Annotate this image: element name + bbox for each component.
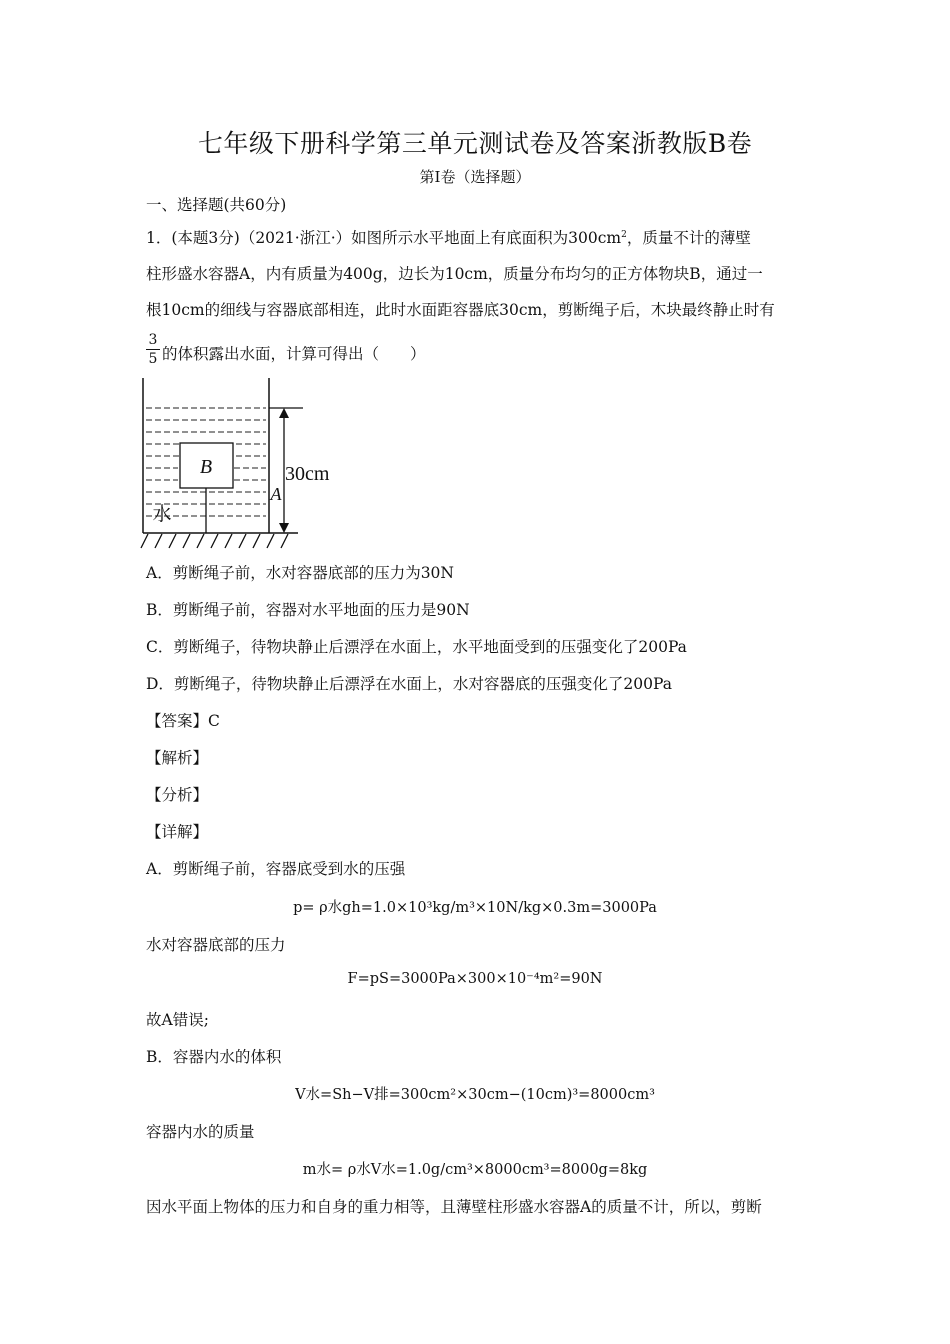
question-line-2: 柱形盛水容器A，内有质量为400g，边长为10cm，质量分布均匀的正方体物块B，通过一 bbox=[146, 265, 763, 283]
block-label: B bbox=[199, 456, 213, 478]
equation-1: p= ρ水gh=1.0×10³kg/m³×10N/kg×0.3m=3000Pa bbox=[293, 900, 657, 916]
arrow-down bbox=[279, 523, 289, 533]
fraction-numerator: 3 bbox=[148, 332, 158, 348]
fraction-denominator: 5 bbox=[146, 349, 160, 368]
water-label: 水 bbox=[152, 503, 172, 525]
equation-2: F=pS=3000Pa×300×10⁻⁴m²=90N bbox=[347, 971, 603, 987]
option-b: B．剪断绳子前，容器对水平地面的压力是90N bbox=[146, 601, 470, 619]
page-title: 七年级下册科学第三单元测试卷及答案浙教版B卷 bbox=[197, 129, 753, 158]
container-figure bbox=[138, 374, 348, 552]
ground-hatch bbox=[141, 534, 288, 548]
option-a: A．剪断绳子前，水对容器底部的压力为30N bbox=[146, 564, 454, 582]
page-subtitle: 第Ⅰ卷（选择题） bbox=[419, 168, 531, 186]
option-d: D．剪断绳子，待物块静止后漂浮在水面上，水对容器底的压强变化了200Pa bbox=[146, 675, 672, 693]
fenxi-heading: 【分析】 bbox=[146, 786, 209, 804]
height-label: 30cm bbox=[285, 463, 330, 485]
container-label: A bbox=[270, 484, 282, 504]
equation-3: V水=Sh−V排=300cm²×30cm−(10cm)³=8000cm³ bbox=[295, 1087, 655, 1103]
solution-b-intro: B．容器内水的体积 bbox=[146, 1048, 282, 1066]
solution-text-4: 容器内水的质量 bbox=[146, 1123, 255, 1141]
detail-heading: 【详解】 bbox=[146, 823, 209, 841]
question-line-1-sup: 2 bbox=[621, 229, 627, 240]
solution-a-intro: A．剪断绳子前，容器底受到水的压强 bbox=[146, 860, 406, 878]
answer-line: 【答案】C bbox=[146, 712, 220, 730]
equation-4: m水= ρ水V水=1.0g/cm³×8000cm³=8000g=8kg bbox=[302, 1162, 648, 1178]
analysis-heading: 【解析】 bbox=[146, 749, 209, 767]
solution-text-2: 水对容器底部的压力 bbox=[146, 936, 286, 954]
section-heading: 一、选择题(共60分) bbox=[146, 196, 287, 214]
question-line-3: 根10cm的细线与容器底部相连，此时水面距容器底30cm，剪断绳子后，木块最终静止时有 bbox=[146, 301, 775, 319]
option-c: C．剪断绳子，待物块静止后漂浮在水面上，水平地面受到的压强变化了200Pa bbox=[146, 638, 687, 656]
solution-text-3: 故A错误; bbox=[146, 1011, 209, 1029]
arrow-up bbox=[279, 408, 289, 418]
solution-text-5: 因水平面上物体的压力和自身的重力相等，且薄壁柱形盛水容器A的质量不计，所以，剪断 bbox=[146, 1198, 762, 1216]
fraction bbox=[146, 331, 160, 368]
question-line-1b: ，质量不计的薄壁 bbox=[626, 229, 751, 247]
question-line-1 bbox=[146, 226, 751, 248]
question-line-4: 的体积露出水面，计算可得出（ ） bbox=[162, 345, 426, 363]
question-line-1a: 1．(本题3分)（2021·浙江·）如图所示水平地面上有底面积为300cm bbox=[146, 229, 622, 247]
